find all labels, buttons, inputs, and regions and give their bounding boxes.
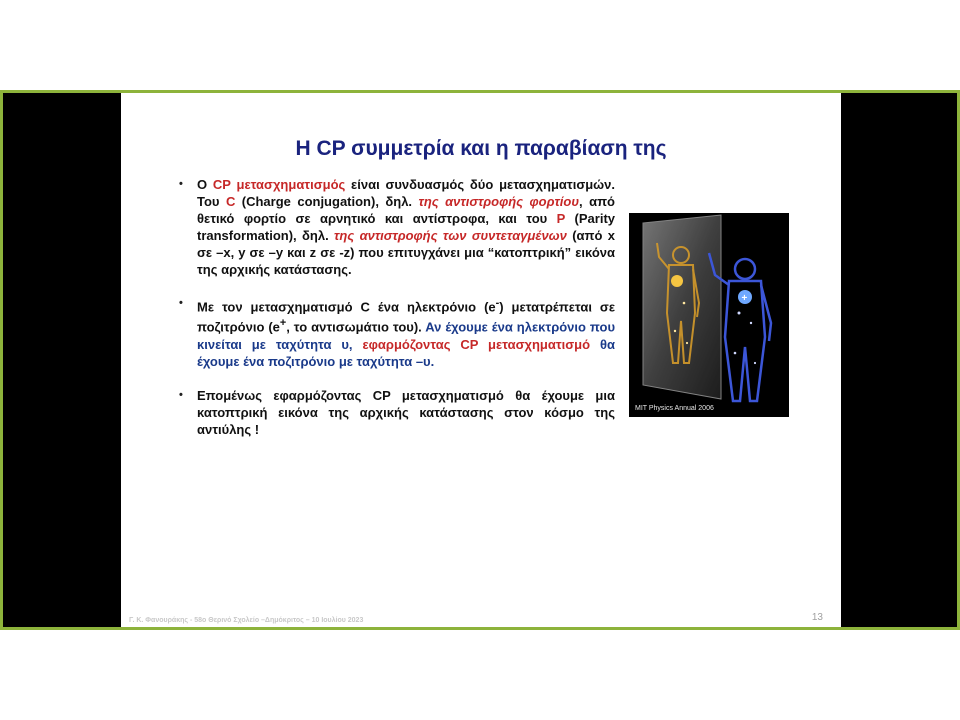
bullet-icon: • bbox=[179, 297, 183, 309]
bullet-cp-transformation: • Ο CP μετασχηματισμός είναι συνδυασμός δύο μετασχηματισμών. Του C (Charge conjugation), δηλ. της αντιστροφής φορτίου, από θετικό φορτίο σε αρνητικό και αντίστροφα, και του P (Parity transformation), δηλ. της αντιστροφής των συντεταγμένων (από x σε –x, y σε –y και z σε -z) που επιτυγχάνει μια “κατοπτρική” εικόνα της αρχικής κατάστασης. bbox=[179, 177, 616, 277]
mirror-matter-antimatter-icon bbox=[629, 213, 789, 417]
svg-text:+: + bbox=[741, 293, 748, 304]
bullet-c-transformation: • Με τον μετασχηματισμό C ένα ηλεκτρόνιο (e-) μετατρέπεται σε ποζιτρόνιο (e+, το αντισωμάτιο του). Αν έχουμε ένα ηλεκτρόνιο που κινείται με ταχύτητα υ, εφαρμόζοντας CP μετασχηματισμό θα έχουμε ένα ποζιτρόνιο με ταχύτητα –υ. bbox=[179, 297, 616, 369]
bullet-icon: • bbox=[179, 178, 183, 190]
bullet-icon: • bbox=[179, 388, 183, 401]
figure-caption: MIT Physics Annual 2006 bbox=[635, 405, 714, 412]
slide-frame bbox=[0, 90, 960, 630]
page-number: 13 bbox=[811, 612, 823, 623]
slide bbox=[121, 93, 841, 627]
slide-footer: Γ. Κ. Φανουράκης - 58ο Θερινό Σχολείο –Δημόκριτος – 10 Ιουλίου 2023 bbox=[129, 617, 364, 624]
slide-title: Η CP συμμετρία και η παραβίαση της bbox=[295, 137, 667, 160]
bullet-list bbox=[179, 176, 615, 455]
mirror-figure-image bbox=[629, 213, 789, 417]
bullet-conclusion: • Επομένως εφαρμόζοντας CP μετασχηματισμό θα έχουμε μια κατοπτρική εικόνα της αρχικής κατάστασης στον κόσμο της αντιύλης ! bbox=[179, 387, 615, 437]
